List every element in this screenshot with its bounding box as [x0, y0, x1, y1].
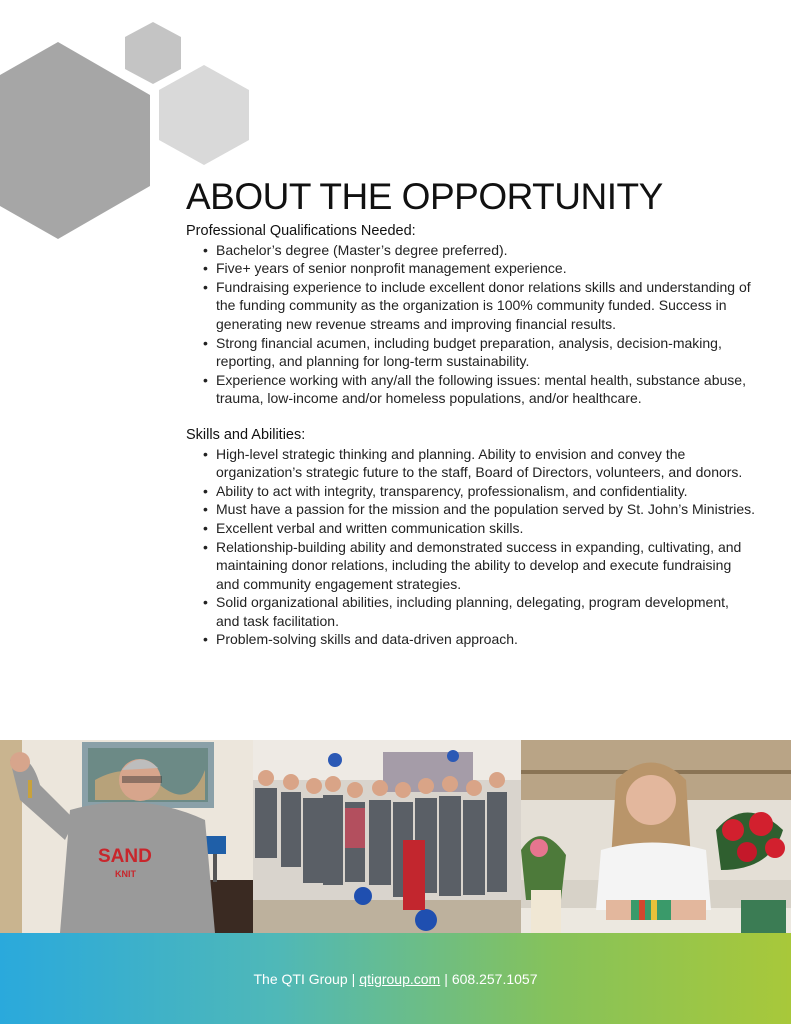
list-item: • Problem-solving skills and data-driven approach.: [203, 630, 756, 649]
list-item: • Must have a passion for the mission and the population served by St. John’s Ministries.: [203, 500, 756, 519]
photo-woman-with-poinsettia: [521, 740, 791, 933]
footer-separator: |: [351, 970, 356, 987]
photo-man-holding-keys: [0, 740, 253, 933]
list-item: • High-level strategic thinking and planning. Ability to envision and convey the organization’s strategic future to the staff, Board of Directors, volunteers, and donors.: [203, 445, 756, 482]
shirt-text-knit: KNIT: [115, 869, 136, 879]
list-item: • Strong financial acumen, including budget preparation, analysis, decision-making, reporting, and planning for long-term sustainability.: [203, 334, 756, 371]
footer-separator: |: [444, 970, 448, 987]
document-body: [186, 222, 756, 649]
page-title: ABOUT THE OPPORTUNITY: [186, 176, 663, 217]
list-item: • Fundraising experience to include excellent donor relations skills and understanding of the funding community as the organization is 100% community funded. Success in generating new revenue streams and improving financial results.: [203, 278, 756, 334]
section-spacer: [186, 408, 756, 426]
section-heading-qualifications: Professional Qualifications Needed:: [186, 223, 416, 239]
shirt-text-sand: SAND: [98, 846, 152, 867]
photo-woman-illustration: [521, 740, 791, 933]
list-item: • Bachelor’s degree (Master’s degree preferred).: [203, 241, 756, 260]
photo-group: [253, 740, 521, 933]
footer-company: The QTI Group: [253, 970, 348, 987]
list-item: • Five+ years of senior nonprofit management experience.: [203, 259, 756, 278]
list-item: • Experience working with any/all the following issues: mental health, substance abuse, trauma, low-income and/or homeless populations, and/or healthcare.: [203, 371, 756, 408]
qualifications-list: [186, 241, 756, 408]
section-heading-skills: Skills and Abilities:: [186, 426, 306, 443]
photo-man-illustration: [0, 740, 253, 933]
list-item: • Relationship-building ability and demonstrated success in expanding, cultivating, and maintaining donor relations, including the ability to develop and execute fundraising and community engagement strategies.: [203, 538, 756, 594]
list-item: • Excellent verbal and written communication skills.: [203, 519, 756, 538]
footer-contact-bar: [0, 933, 791, 1024]
footer-website-link[interactable]: qtigroup.com: [359, 970, 441, 987]
list-item: • Solid organizational abilities, including planning, delegating, program development, and task facilitation.: [203, 593, 756, 630]
photo-strip: [0, 740, 791, 933]
list-item: • Ability to act with integrity, transparency, professionalism, and confidentiality.: [203, 482, 756, 501]
footer-phone: 608.257.1057: [451, 970, 538, 987]
skills-list: [186, 445, 756, 650]
photo-group-illustration: [253, 740, 521, 933]
hexagon-medium-decoration: [157, 64, 251, 166]
